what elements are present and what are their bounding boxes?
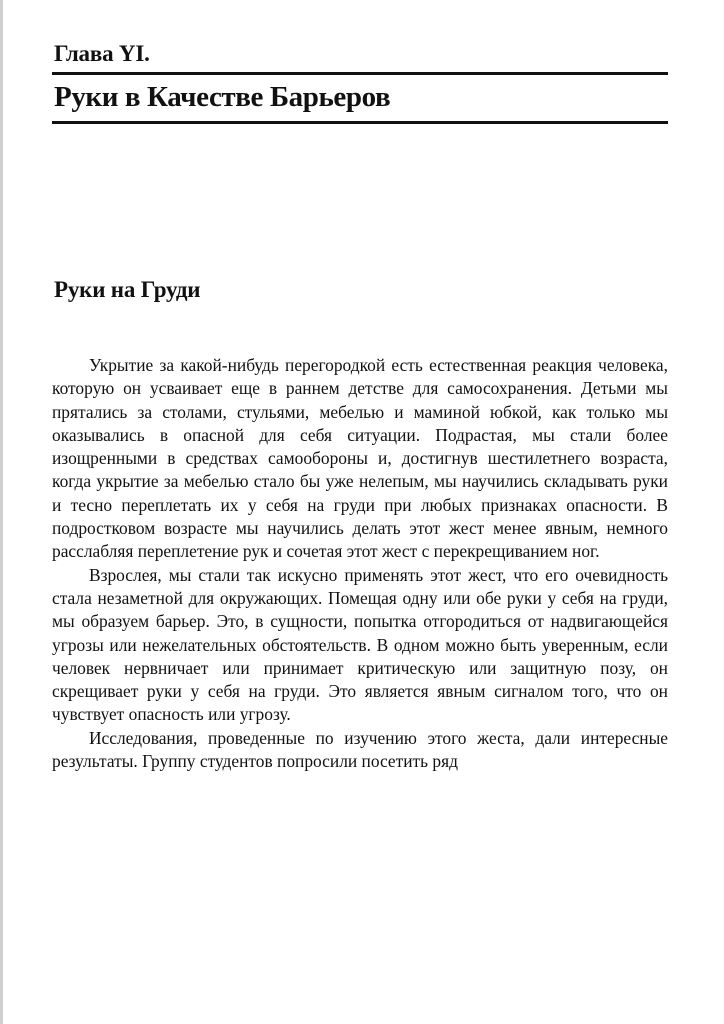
paragraph: Укрытие за какой-нибудь перегородкой есть естественная реакция человека, которую он усваивает еще в раннем детстве для самосохранения. Детьми мы прятались за столами, стульями, мебелью и маминой юбкой, как только мы оказывались в опасной для себя ситуации. Подрастая, мы стали более изощренными в средствах самообороны и, достигнув шестилетнего возраста, когда укрытие за мебелью стало бы уже нелепым, мы научились складывать руки и тесно переплетать их у себя на груди при любых признаках опасности. В подростковом возрасте мы научились делать этот жест менее явным, немного расслабляя переплетение рук и сочетая этот жест с перекрещиванием ног.	[52, 355, 668, 562]
section-title: Руки на Груди	[54, 277, 201, 302]
body-text	[52, 354, 668, 773]
paragraph: Исследования, проведенные по изучению этого жеста, дали интересные результаты. Группу студентов попросили посетить ряд	[52, 727, 668, 772]
paragraph: Взрослея, мы стали так искусно применять этот жест, что его очевидность стала незаметной для окружающих. Помещая одну или обе руки у себя на груди, мы образуем барьер. Это, в сущности, попытка отгородиться от надвигающейся угрозы или нежелательных обстоятельств. В одном можно быть уверенным, если человек нервничает или принимает критическую или защитную позу, он скрещивает руки у себя на груди. Это является явным сигналом того, что он чувствует опасность или угрозу.	[52, 564, 668, 725]
chapter-title: Руки в Качестве Барьеров	[54, 81, 391, 113]
chapter-label: Глава YI.	[54, 41, 150, 66]
chapter-rule-top	[52, 72, 668, 75]
page-edge	[0, 0, 3, 1024]
book-page	[52, 40, 668, 773]
chapter-rule-bottom	[52, 121, 668, 124]
